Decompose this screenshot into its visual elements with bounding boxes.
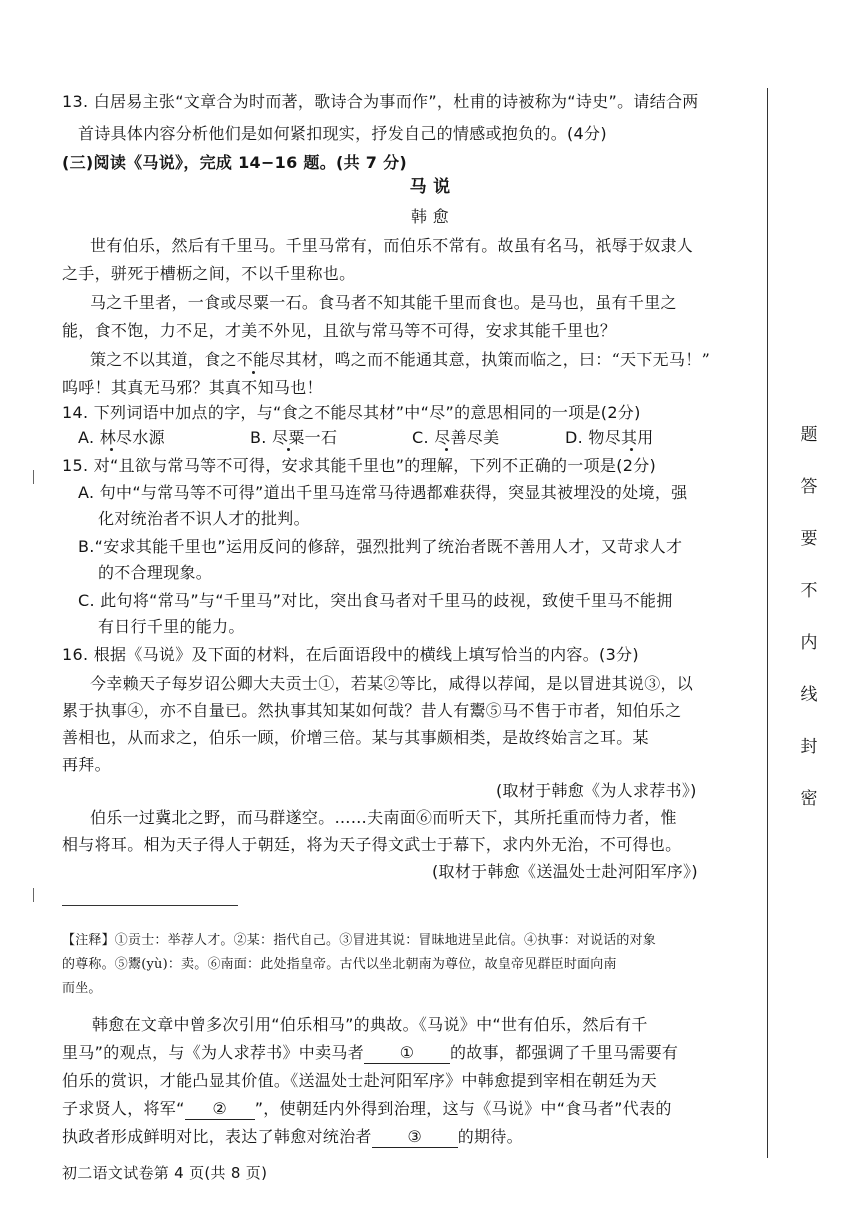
fill-para-line-3: 伯乐的赏识，才能凸显其价值。《送温处士赴河阳军序》中韩愈提到宰相在朝廷为天 — [62, 1071, 658, 1090]
answer-blank-1[interactable]: ① — [364, 1043, 450, 1064]
fill-para-text: 的故事，都强调了千里马需要有 — [450, 1043, 679, 1062]
seal-char: 答 — [800, 477, 818, 497]
fill-para-text: 执政者形成鲜明对比，表达了韩愈对统治者 — [62, 1127, 372, 1146]
q14-option-d: D. 物尽其用 — [565, 428, 654, 447]
q15-c-line-2: 有日行千里的能力。 — [98, 617, 245, 636]
q14-option-a: A. 林尽水源 — [78, 428, 165, 447]
material-2-line-1: 伯乐一过冀北之野，而马群遂空。……夫南面⑥而听天下，其所托重而恃力者，惟 — [90, 808, 677, 827]
seal-char: 内 — [800, 633, 818, 653]
material-2-line-2: 相与将耳。相为天子得人于朝廷，将为天子得文武士于幕下，求内外无治，不可得也。 — [62, 835, 682, 854]
material-1-source: (取材于韩愈《为人求荐书》) — [496, 781, 697, 800]
emphasis-dot — [252, 371, 255, 374]
q15-c-line-1: C. 此句将“常马”与“千里马”对比，突出食马者对千里马的歧视，致使千里马不能拥 — [78, 591, 673, 610]
fill-para-text: 的期待。 — [457, 1127, 523, 1146]
seal-char: 封 — [800, 737, 818, 757]
q14-stem: 14. 下列词语中加点的字，与“食之不能尽其材”中“尽”的意思相同的一项是(2分) — [62, 403, 641, 422]
fill-para-line-1: 韩愈在文章中曾多次引用“伯乐相马”的典故。《马说》中“世有伯乐，然后有千 — [92, 1015, 648, 1034]
fill-para-line-2 — [62, 1043, 678, 1064]
q14-option-b: B. 尽粟一石 — [250, 428, 338, 447]
q15-b-line-2: 的不合理现象。 — [98, 563, 213, 582]
material-1-line-4: 再拜。 — [62, 755, 111, 774]
q13-line-2: 首诗具体内容分析他们是如何紧扣现实，抒发自己的情感或抱负的。(4分) — [78, 124, 607, 143]
fill-para-text: ”，使朝廷内外得到治理，这与《马说》中“食马者”代表的 — [254, 1099, 672, 1118]
seal-char: 不 — [800, 581, 818, 601]
material-2-source: (取材于韩愈《送温处士赴河阳军序》) — [432, 862, 698, 881]
answer-blank-2[interactable]: ② — [185, 1099, 255, 1120]
seal-line-notice — [796, 420, 822, 820]
passage-p3-line-2: 呜呼！其真无马邪？其真不知马也！ — [62, 378, 323, 397]
emphasis-dot — [630, 448, 633, 451]
passage-p3-line-1: 策之不以其道，食之不能尽其材，鸣之而不能通其意，执策而临之，曰：“天下无马！” — [90, 350, 711, 369]
notes-line-3: 而坐。 — [62, 981, 102, 996]
section-3-heading: (三)阅读《马说》，完成 14−16 题。(共 7 分) — [62, 153, 408, 172]
fill-para-line-4 — [62, 1099, 672, 1120]
q13-line-1: 13. 白居易主张“文章合为时而著，歌诗合为事而作”，杜甫的诗被称为“诗史”。请结合两 — [62, 92, 699, 111]
material-1-line-3: 善相也，从而求之，伯乐一顾，价增三倍。某与其事颇相类，是故终始言之耳。某 — [62, 728, 649, 747]
notes-line-1: 【注释】①贡士：举荐人才。②某：指代自己。③冒进其说：冒昧地进呈此信。④执事：对说话的对象 — [62, 933, 657, 948]
seal-char: 密 — [800, 789, 818, 809]
emphasis-dot — [287, 448, 290, 451]
material-1-line-1: 今幸赖天子每岁诏公卿大夫贡士①，若某②等比，咸得以荐闻，是以冒进其说③，以 — [90, 674, 694, 693]
material-1-line-2: 累于执事④，亦不自量已。然执事其知某如何哉？昔人有鬻⑤马不售于市者，知伯乐之 — [62, 701, 682, 720]
q15-a-line-2: 化对统治者不识人才的批判。 — [98, 509, 310, 528]
fill-para-line-5 — [62, 1127, 523, 1148]
passage-p2-line-2: 能，食不饱，力不足，才美不外见，且欲与常马等不可得，安求其能千里也？ — [62, 321, 617, 340]
seal-char: 线 — [800, 685, 818, 705]
seal-char: 要 — [800, 529, 818, 549]
passage-title: 马 说 — [409, 177, 451, 197]
passage-p2-line-1: 马之千里者，一食或尽粟一石。食马者不知其能千里而食也。是马也，虽有千里之 — [90, 293, 677, 312]
notes-line-2: 的尊称。⑤鬻(yù)：卖。⑥南面：此处指皇帝。古代以坐北朝南为尊位，故皇帝见群臣时面向南 — [62, 957, 617, 972]
scan-mark — [33, 888, 34, 902]
seal-char: 题 — [800, 425, 818, 445]
fill-para-text: 里马”的观点，与《为人求荐书》中卖马者 — [62, 1043, 364, 1062]
q15-a-line-1: A. 句中“与常马等不可得”道出千里马连常马待遇都难获得，突显其被埋没的处境，强 — [78, 483, 688, 502]
passage-p1-line-1: 世有伯乐，然后有千里马。千里马常有，而伯乐不常有。故虽有名马，祇辱于奴隶人 — [90, 236, 694, 255]
q14-option-c: C. 尽善尽美 — [412, 428, 500, 447]
q15-b-line-1: B.“安求其能千里也”运用反问的修辞，强烈批判了统治者既不善用人才，又苛求人才 — [78, 537, 683, 556]
binding-line — [767, 88, 768, 1158]
answer-blank-3[interactable]: ③ — [372, 1127, 458, 1148]
q16-stem: 16. 根据《马说》及下面的材料，在后面语段中的横线上填写恰当的内容。(3分) — [62, 645, 639, 664]
scan-mark — [33, 470, 34, 484]
passage-p1-line-2: 之手，骈死于槽枥之间，不以千里称也。 — [62, 264, 356, 283]
emphasis-dot — [445, 448, 448, 451]
emphasis-dot — [110, 448, 113, 451]
footnote-divider — [62, 905, 238, 906]
passage-author: 韩 愈 — [411, 207, 449, 226]
page-footer: 初二语文试卷第 4 页(共 8 页) — [62, 1164, 268, 1182]
q15-stem: 15. 对“且欲与常马等不可得，安求其能千里也”的理解，下列不正确的一项是(2分) — [62, 456, 657, 475]
fill-para-text: 子求贤人，将军“ — [62, 1099, 185, 1118]
